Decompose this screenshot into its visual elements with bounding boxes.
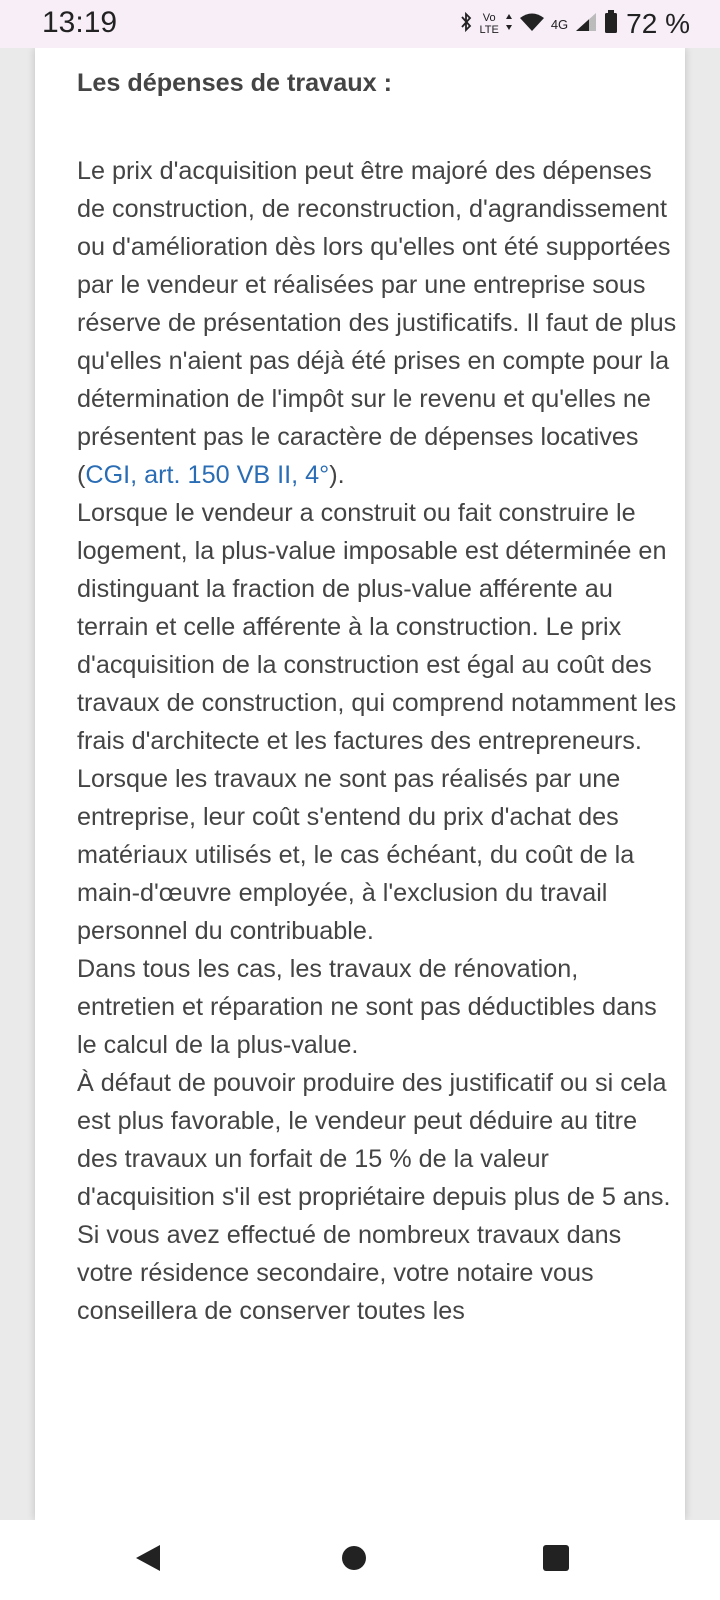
article-content [77, 64, 677, 1330]
paragraph-2: Lorsque le vendeur a construit ou fait construire le logement, la plus-value imposable est déterminée en distinguant la fraction de plus-value afférente au terrain et celle afférente à la construction. Le prix d'acquisition de la construction est égal au coût des travaux de construction, qui comprend notamment les frais d'architecte et les factures des entrepreneurs. Lorsque les travaux ne sont pas réalisés par une entreprise, leur coût s'entend du prix d'achat des matériaux utilisés et, le cas échéant, du coût de la main-d'œuvre employée, à l'exclusion du travail personnel du contribuable. [77, 499, 677, 945]
back-button[interactable] [128, 1542, 168, 1578]
battery-percentage: 72 % [626, 8, 690, 39]
bluetooth-icon [459, 11, 473, 38]
recents-button[interactable] [536, 1542, 576, 1578]
network-type: 4G [550, 16, 569, 32]
paragraph-4: À défaut de pouvoir produire des justificatif ou si cela est plus favorable, le vendeur peut déduire au titre des travaux un forfait de 15 % de la valeur d'acquisition s'il est propriétaire depuis plus de 5 ans. [77, 1069, 671, 1211]
paragraph-3: Dans tous les cas, les travaux de rénovation, entretien et réparation ne sont pas déductibles dans le calcul de la plus-value. [77, 955, 657, 1059]
signal-icon [574, 12, 598, 37]
section-heading: Les dépenses de travaux : [77, 69, 392, 97]
paragraph-1 [77, 152, 677, 494]
status-time: 13:19 [42, 6, 118, 39]
back-icon [134, 1543, 162, 1578]
home-icon [341, 1545, 367, 1576]
battery-icon [604, 10, 618, 39]
paragraph-1-end: ). [329, 461, 345, 489]
wifi-icon [519, 12, 545, 37]
status-bar [0, 0, 720, 48]
navigation-bar [0, 1520, 720, 1600]
volte-bottom: LTE [479, 24, 499, 36]
paragraph-1-text: Le prix d'acquisition peut être majoré des dépenses de construction, de reconstruction, d'agrandissement ou d'amélioration dès lors qu'elles ont été supportées par le vendeur et réalisées par une entreprise sous réserve de présentation des justificatifs. Il faut de plus qu'elles n'aient pas déjà été prises en compte pour la détermination de l'impôt sur le revenu et qu'elles ne présentent pas le caractère de dépenses locatives ( [77, 157, 677, 489]
volte-top: Vo [482, 12, 496, 24]
status-icons [459, 8, 690, 40]
recents-icon [542, 1544, 570, 1577]
home-button[interactable] [334, 1542, 374, 1578]
volte-indicator [479, 12, 498, 36]
cgi-article-link[interactable]: CGI, art. 150 VB II, 4° [85, 461, 330, 489]
data-arrows-icon [505, 12, 513, 37]
article-card [35, 48, 685, 1520]
paragraph-5: Si vous avez effectué de nombreux travaux dans votre résidence secondaire, votre notaire vous conseillera de conserver toutes les [77, 1221, 622, 1325]
